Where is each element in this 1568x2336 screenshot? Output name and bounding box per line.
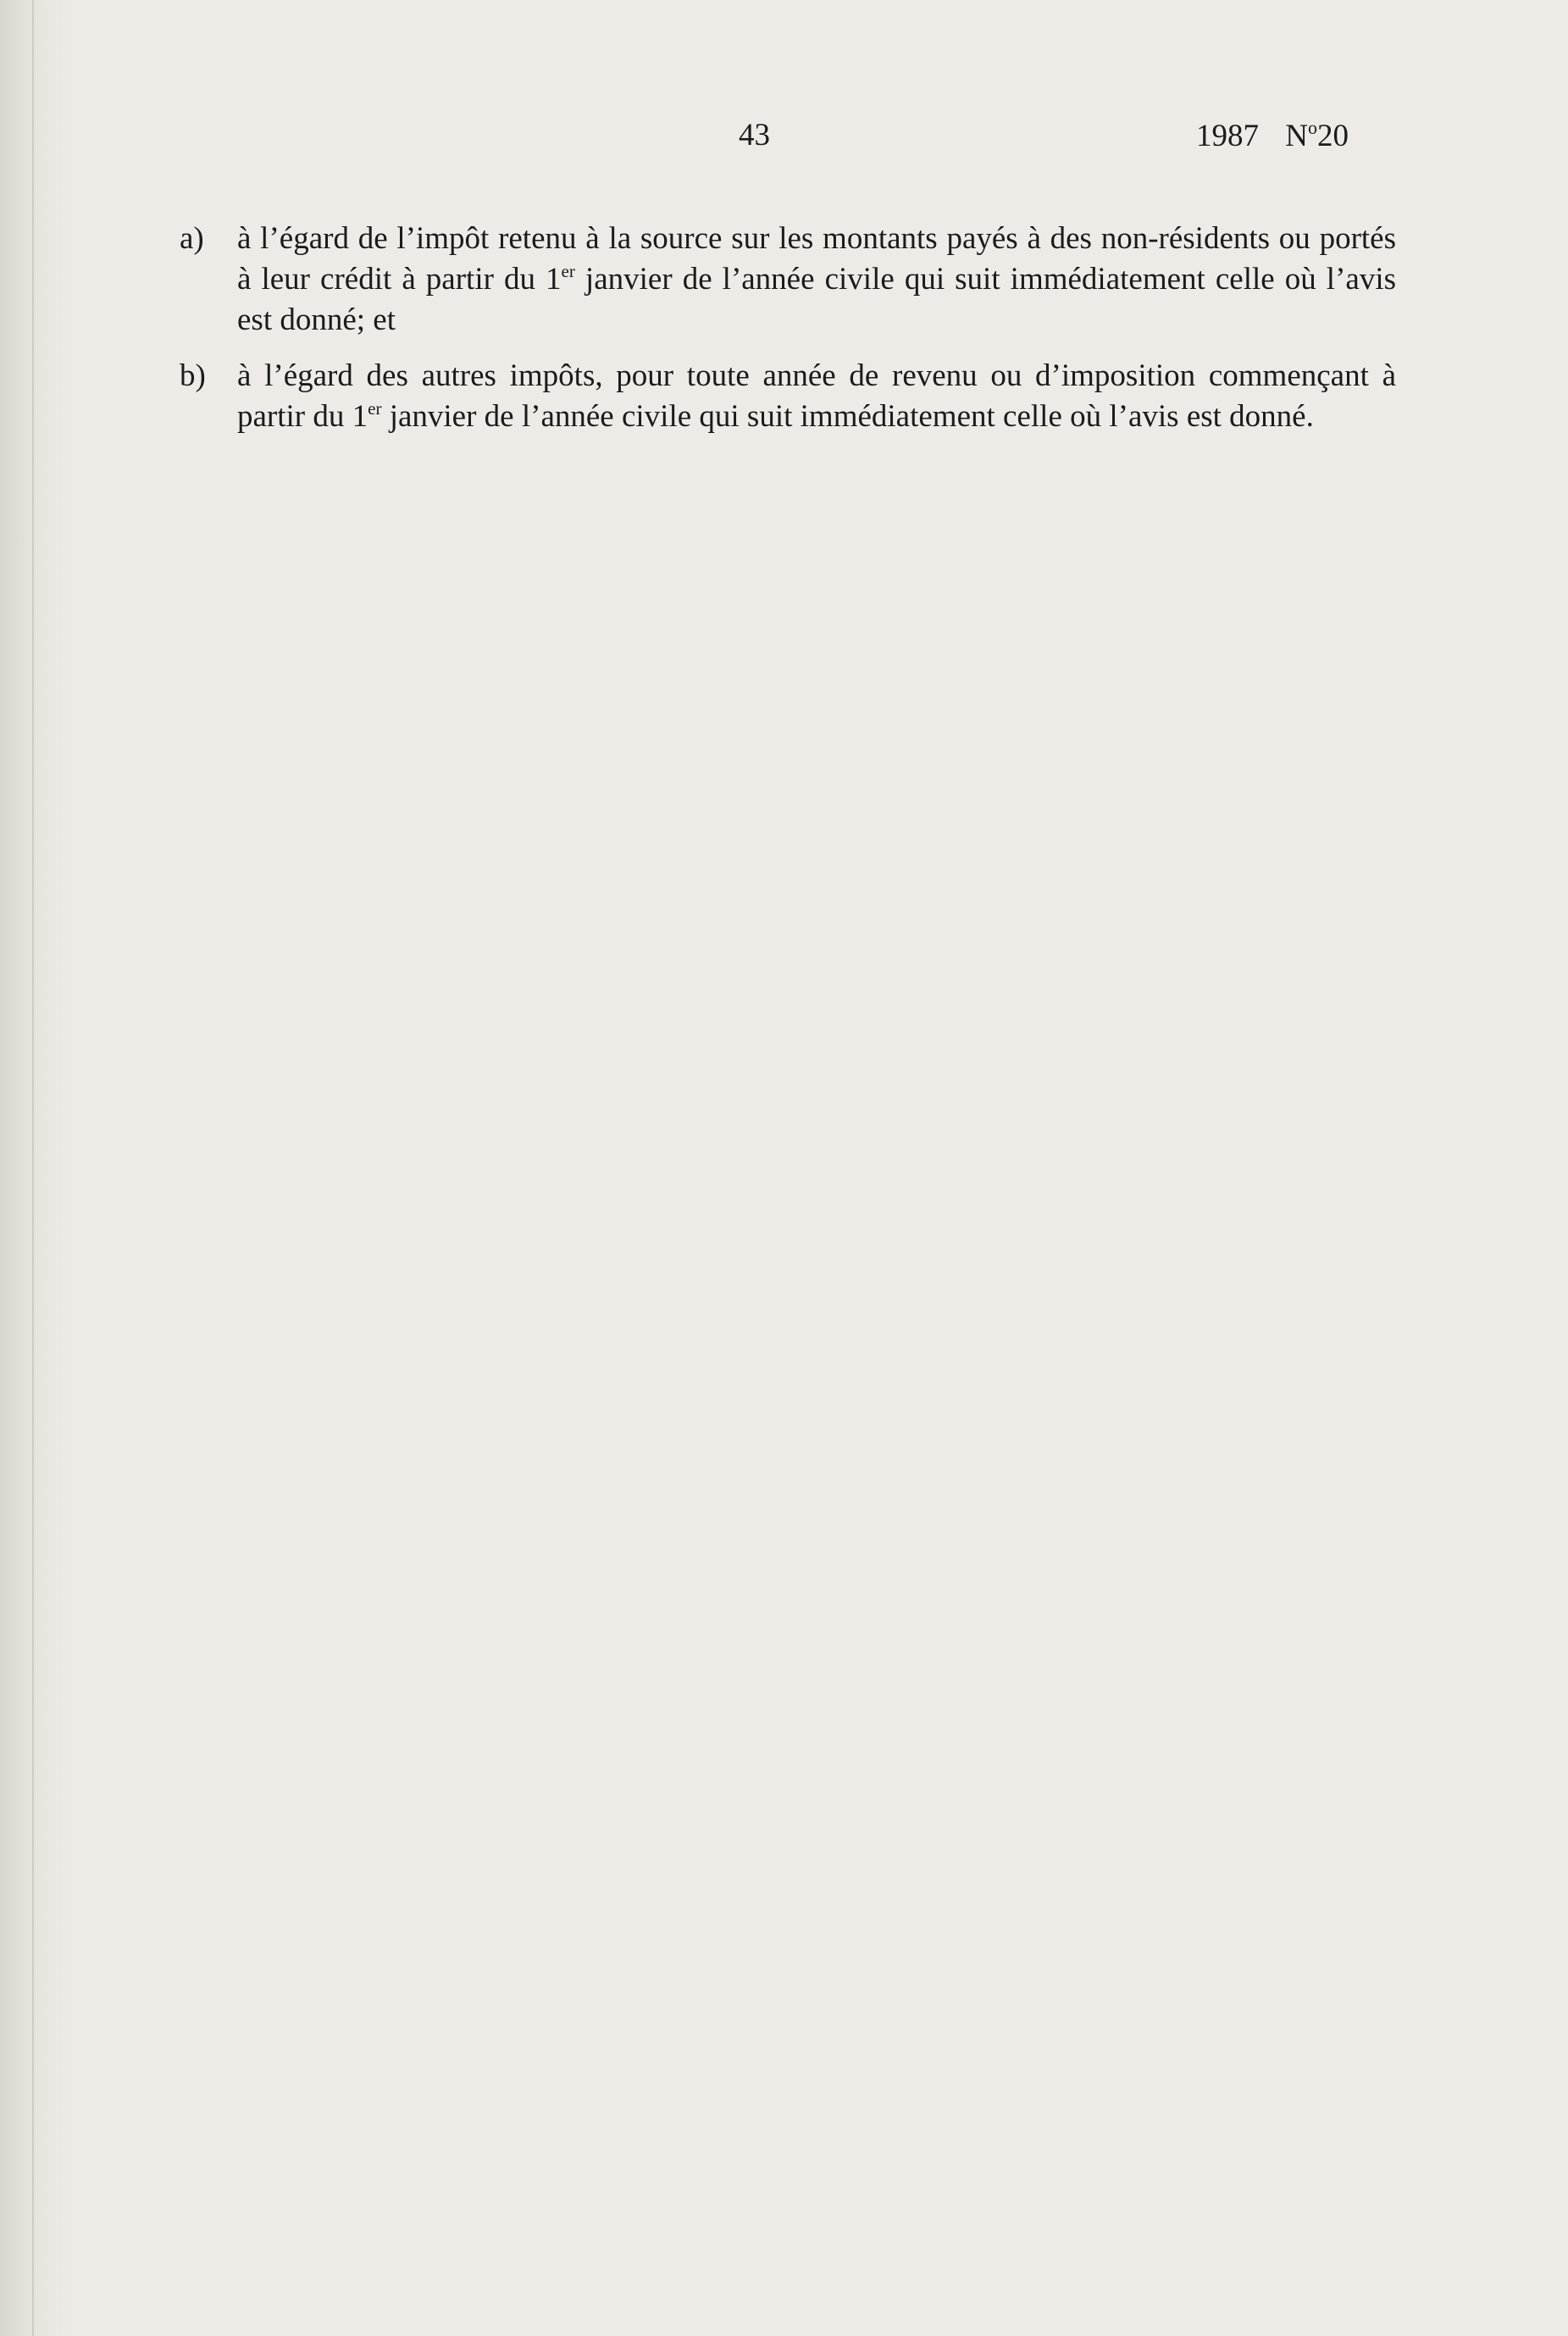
document-number-prefix: $N^o$ (1285, 117, 1317, 153)
document-year: 1987 (1196, 119, 1259, 153)
document-reference (1196, 117, 1349, 154)
clause-text: à l’égard des autres impôts, pour toute année de revenu ou d’imposition commençant à partir du 1er janvier de l’année civile qui suit immédiatement celle où l’avis est donné. (237, 358, 1396, 434)
clause-a (180, 219, 1396, 341)
clause-text: à l’égard de l’impôt retenu à la source sur les montants payés à des non-résidents ou portés à leur crédit à partir du 1er janvier de l’année civile qui suit immédiatement celle où l’avis est donné; et (237, 221, 1396, 337)
fold-line (32, 0, 34, 2336)
clause-label: b) (180, 358, 206, 393)
clause-b (180, 356, 1396, 437)
clause-label: a) (180, 221, 204, 256)
page-header (0, 117, 1568, 159)
binding-shadow (0, 0, 68, 2336)
page-number: 43 (739, 118, 770, 153)
clause-list (180, 219, 1396, 452)
document-number: 20 (1316, 119, 1349, 153)
